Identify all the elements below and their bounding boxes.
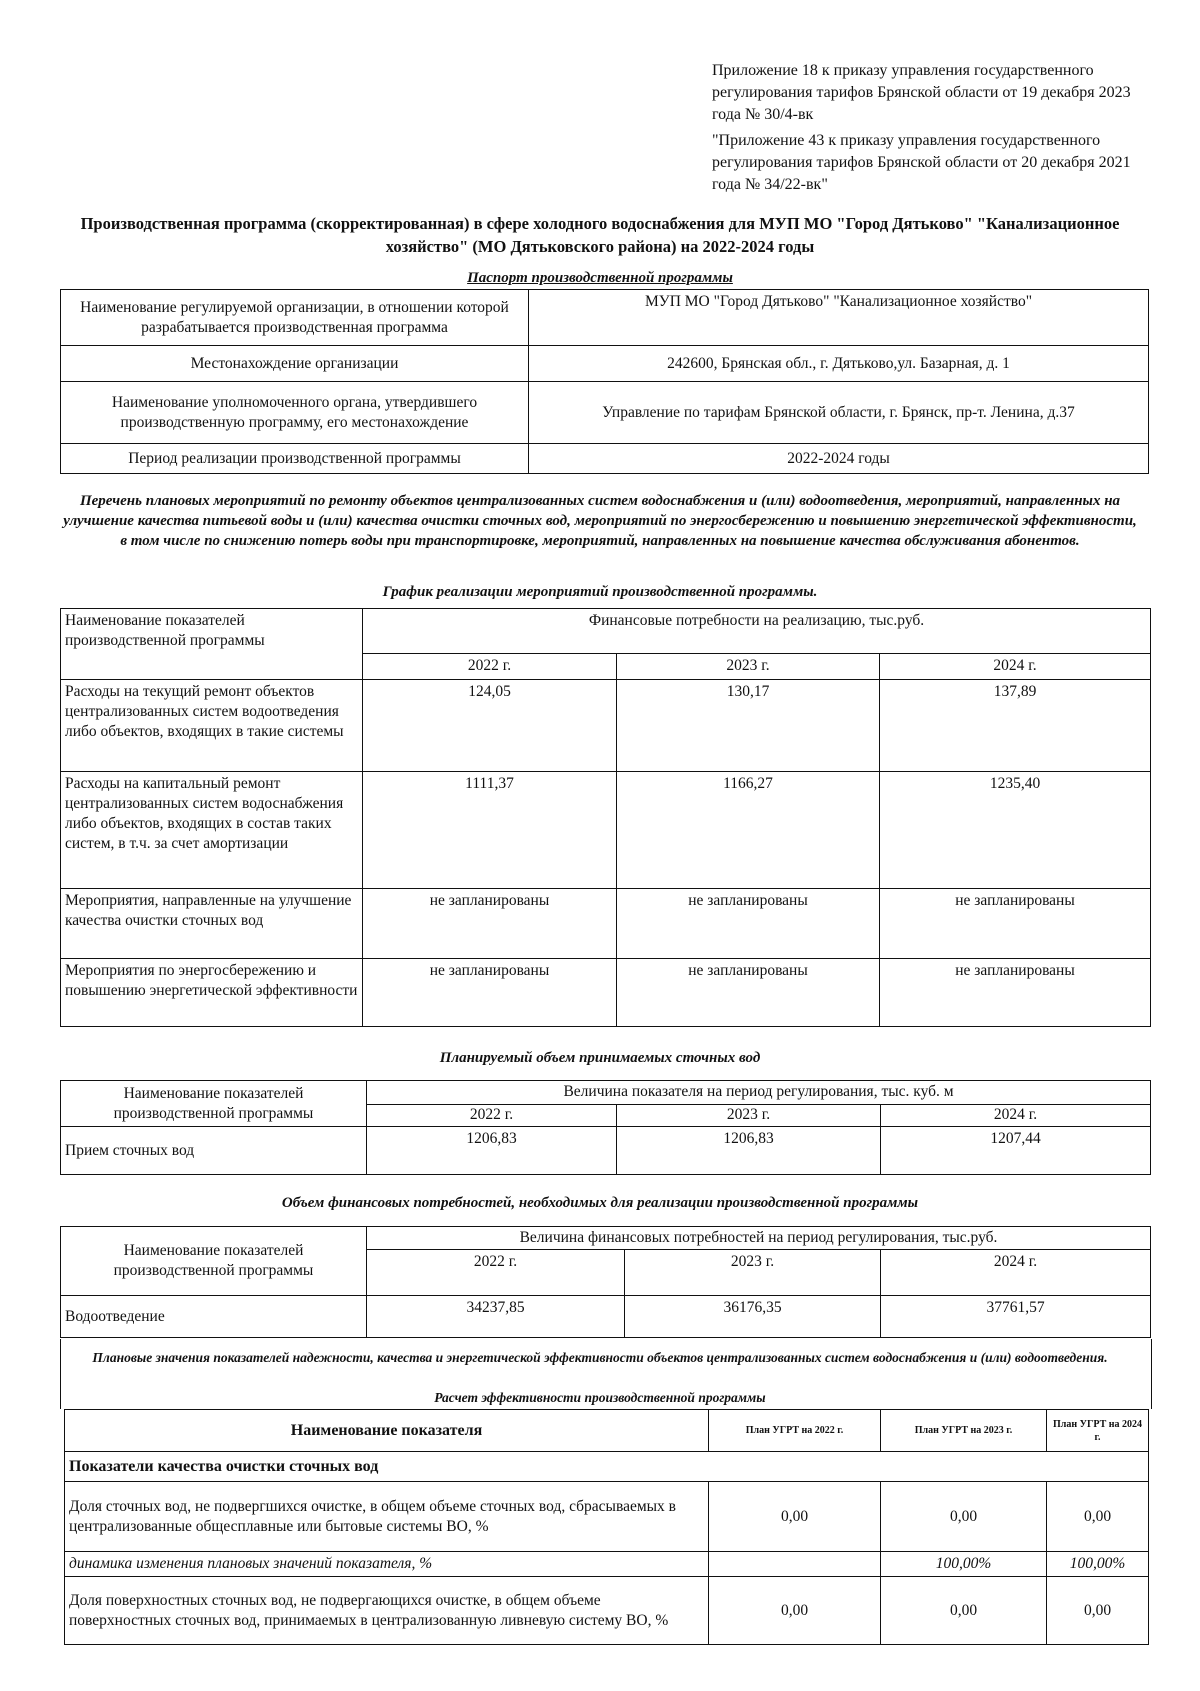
cell-value: 1206,83 <box>617 1127 881 1175</box>
plan-header: План УГРТ на 2024 г. <box>1047 1410 1149 1452</box>
cell-value: 0,00 <box>1047 1482 1149 1552</box>
table-row <box>61 609 1151 654</box>
table-row <box>61 959 1151 1027</box>
cell-value: 124,05 <box>363 680 617 772</box>
col-header-group: Финансовые потребности на реализацию, тыс.руб. <box>363 609 1151 654</box>
reliability-table <box>64 1409 1149 1645</box>
passport-value: Управление по тарифам Брянской области, г. Брянск, пр-т. Ленина, д.37 <box>529 382 1149 444</box>
table-row <box>61 1127 1151 1175</box>
passport-label: Наименование регулируемой организации, в отношении которой разрабатывается производственная программа <box>61 290 529 346</box>
table-row <box>61 772 1151 889</box>
cell-value: не запланированы <box>363 889 617 959</box>
year-header: 2024 г. <box>881 1250 1151 1296</box>
cell-value: не запланированы <box>880 889 1151 959</box>
cell-value: не запланированы <box>363 959 617 1027</box>
cell-value: 36176,35 <box>625 1296 881 1338</box>
col-header-name: Наименование показателей производственной программы <box>61 1081 367 1127</box>
cell-value: не запланированы <box>617 959 880 1027</box>
cell-value: 100,00% <box>1047 1552 1149 1577</box>
row-name: Мероприятия по энергосбережению и повышению энергетической эффективности <box>61 959 363 1027</box>
passport-table <box>60 289 1149 474</box>
year-header: 2022 г. <box>363 654 617 680</box>
col-header-name: Наименование показателя <box>65 1410 709 1452</box>
passport-value: МУП МО "Город Дятьково" "Канализационное хозяйство" <box>529 290 1149 346</box>
finance-caption: Объем финансовых потребностей, необходимых для реализации производственной программы <box>281 1195 919 1211</box>
col-header-name: Наименование показателей производственной программы <box>61 609 363 680</box>
passport-label: Местонахождение организации <box>61 346 529 382</box>
passport-value: 2022-2024 годы <box>529 444 1149 474</box>
cell-value: 34237,85 <box>367 1296 625 1338</box>
table-row <box>61 1081 1151 1105</box>
passport-value: 242600, Брянская обл., г. Дятьково,ул. Базарная, д. 1 <box>529 346 1149 382</box>
appendix-line-2: "Приложение 43 к приказу управления государственного регулирования тарифов Брянской области от 20 декабря 2021 года № 34/22-вк" <box>712 132 1131 193</box>
row-name: Доля поверхностных сточных вод, не подвергающихся очистке, в общем объеме поверхностных сточных вод, принимаемых в централизованную ливневую систему ВО, % <box>65 1577 709 1645</box>
cell-value: 37761,57 <box>881 1296 1151 1338</box>
col-header-group: Величина показателя на период регулирования, тыс. куб. м <box>367 1081 1151 1105</box>
table-row <box>65 1552 1149 1577</box>
table-row <box>61 1296 1151 1338</box>
document-title: Производственная программа (скорректированная) в сфере холодного водоснабжения для МУП МО "Город Дятьково" "Канализационное хозяйство" (МО Дятьковского района) на 2022-2024 годы <box>80 214 1120 256</box>
measures-caption: Перечень плановых мероприятий по ремонту объектов централизованных систем водоснабжения и (или) водоотведения, мероприятий, направленных на улучшение качества питьевой воды и (или) качества очистки сточных вод, мероприятий по энергосбережению и повышению энергетической эффективности, в том числе по снижению потерь воды при транспортировке, мероприятий, направленных на повышение качества обслуживания абонентов. <box>63 493 1137 549</box>
cell-value <box>709 1552 881 1577</box>
passport-label: Наименование уполномоченного органа, утвердившего производственную программу, его местонахождение <box>61 382 529 444</box>
cell-value: не запланированы <box>617 889 880 959</box>
table-row <box>61 290 1149 346</box>
passport-caption: Паспорт производственной программы <box>467 270 733 286</box>
year-header: 2024 г. <box>881 1105 1151 1127</box>
year-header: 2023 г. <box>617 1105 881 1127</box>
year-header: 2022 г. <box>367 1250 625 1296</box>
year-header: 2023 г. <box>617 654 880 680</box>
cell-value: 1235,40 <box>880 772 1151 889</box>
cell-value: 137,89 <box>880 680 1151 772</box>
year-header: 2023 г. <box>625 1250 881 1296</box>
passport-label: Период реализации производственной программы <box>61 444 529 474</box>
cell-value: 100,00% <box>881 1552 1047 1577</box>
measures-table <box>60 608 1151 1027</box>
cell-value: 1111,37 <box>363 772 617 889</box>
reliability-caption-2: Расчет эффективности производственной программы <box>434 1390 766 1405</box>
plan-header: План УГРТ на 2022 г. <box>709 1410 881 1452</box>
col-header-group: Величина финансовых потребностей на период регулирования, тыс.руб. <box>367 1227 1151 1250</box>
cell-value: 130,17 <box>617 680 880 772</box>
table-row <box>61 444 1149 474</box>
table-row <box>61 382 1149 444</box>
row-name: Водоотведение <box>61 1296 367 1338</box>
row-name: Мероприятия, направленные на улучшение качества очистки сточных вод <box>61 889 363 959</box>
table-row <box>65 1577 1149 1645</box>
year-header: 2022 г. <box>367 1105 617 1127</box>
cell-value: 0,00 <box>881 1482 1047 1552</box>
dynamics-label: динамика изменения плановых значений показателя, % <box>65 1552 709 1577</box>
cell-value: 1166,27 <box>617 772 880 889</box>
table-row <box>61 1227 1151 1250</box>
plan-header: План УГРТ на 2023 г. <box>881 1410 1047 1452</box>
appendix-header <box>712 60 1152 200</box>
cell-value: 0,00 <box>1047 1577 1149 1645</box>
row-name: Расходы на текущий ремонт объектов централизованных систем водоотведения либо объектов, входящих в такие системы <box>61 680 363 772</box>
table-row <box>61 680 1151 772</box>
cell-value: не запланированы <box>880 959 1151 1027</box>
row-name: Расходы на капитальный ремонт централизованных систем водоснабжения либо объектов, входящих в состав таких систем, в т.ч. за счет амортизации <box>61 772 363 889</box>
section-header: Показатели качества очистки сточных вод <box>65 1452 1149 1482</box>
appendix-line-1: Приложение 18 к приказу управления государственного регулирования тарифов Брянской области от 19 декабря 2023 года № 30/4-вк <box>712 62 1131 123</box>
cell-value: 1206,83 <box>367 1127 617 1175</box>
volume-table <box>60 1080 1151 1175</box>
cell-value: 1207,44 <box>881 1127 1151 1175</box>
year-header: 2024 г. <box>880 654 1151 680</box>
cell-value: 0,00 <box>709 1482 881 1552</box>
volume-caption: Планируемый объем принимаемых сточных вод <box>439 1050 761 1066</box>
measures-caption-2: График реализации мероприятий производственной программы. <box>382 584 818 600</box>
table-row <box>65 1482 1149 1552</box>
reliability-caption: Плановые значения показателей надежности, качества и энергетической эффективности объектов централизованных систем водоснабжения и (или) водоотведения. <box>92 1350 1108 1365</box>
cell-value: 0,00 <box>709 1577 881 1645</box>
table-row <box>65 1410 1149 1452</box>
col-header-name: Наименование показателей производственной программы <box>61 1227 367 1296</box>
table-row <box>61 346 1149 382</box>
table-row <box>65 1452 1149 1482</box>
table-row <box>61 889 1151 959</box>
finance-table <box>60 1226 1151 1338</box>
cell-value: 0,00 <box>881 1577 1047 1645</box>
row-name: Прием сточных вод <box>61 1127 367 1175</box>
row-name: Доля сточных вод, не подвергшихся очистке, в общем объеме сточных вод, сбрасываемых в централизованные общесплавные или бытовые системы ВО, % <box>65 1482 709 1552</box>
